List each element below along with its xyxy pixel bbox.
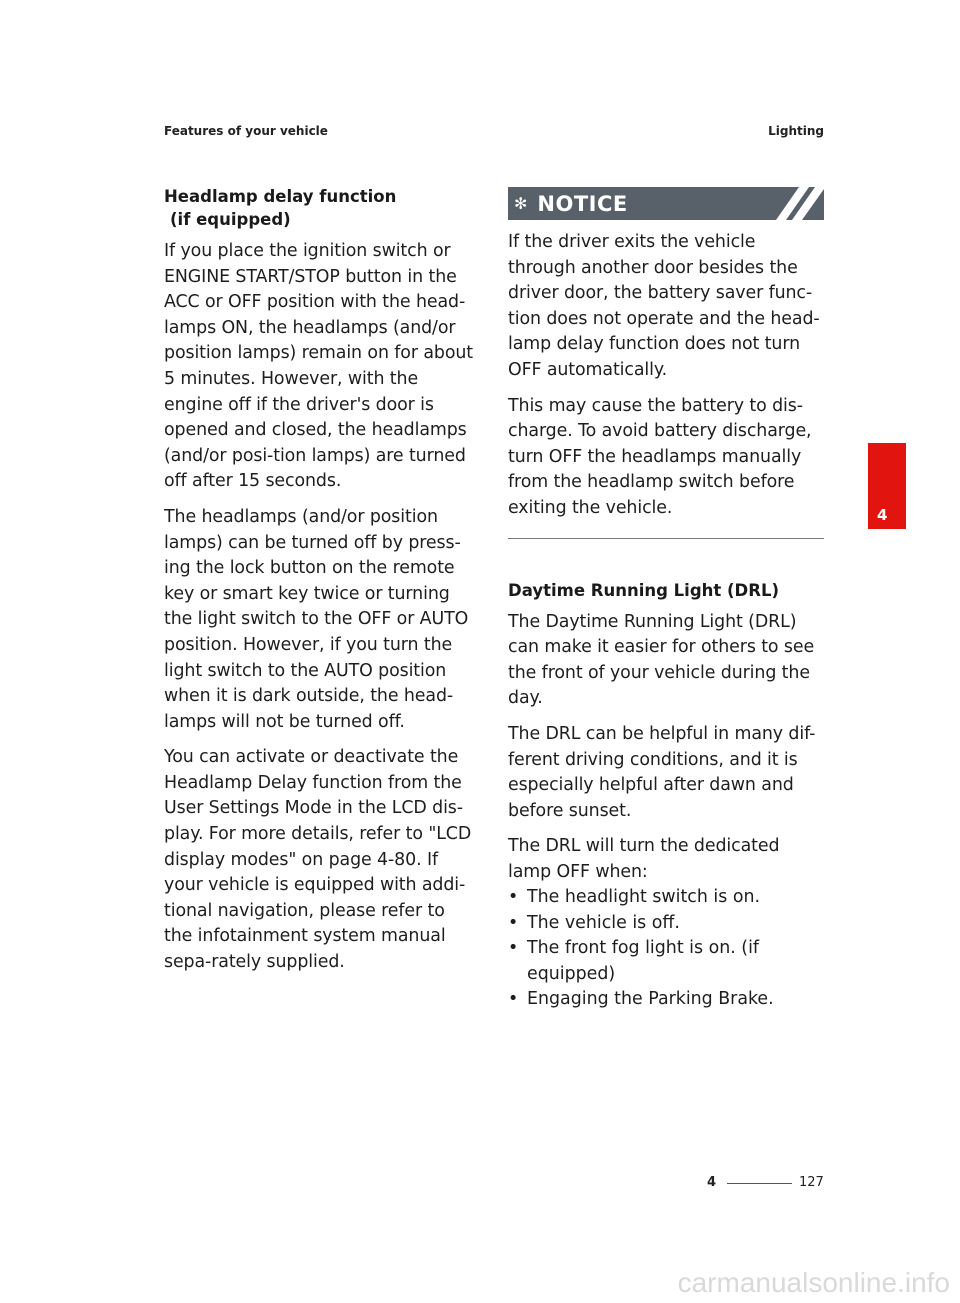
bullet-icon: • [508,989,519,1010]
headlamp-delay-paragraph: The headlamps (and/or position lamps) can be turned off by press-ing the lock button on the remote key or smart key twice or turning the light switch to the OFF or AUTO position. However, if you turn the light switch to the AUTO position when it is dark outside, the head-lamps will not be turned off. [164,506,469,732]
diagonal-stripes-icon [766,187,824,220]
asterisk-icon: ✻ [514,193,528,213]
bullet-icon: • [508,887,519,908]
running-header-section: Features of your vehicle [164,124,328,138]
notice-title: NOTICE [537,191,628,216]
notice-paragraph: This may cause the battery to dis-charge. To avoid battery discharge, turn OFF the headlamps manually from the headlamp switch before exiting the vehicle. [508,395,812,518]
notice-divider [508,538,824,539]
footer-chapter-number: 4 [707,1175,717,1190]
right-column [508,187,824,1013]
headlamp-delay-paragraph: If you place the ignition switch or ENGINE START/STOP button in the ACC or OFF position with the head-lamps ON, the headlamps (and/or position lamps) remain on for about 5 minutes. However, with the engine off if the driver's door is opened and closed, the headlamps (and/or posi-tion lamps) are turned off after 15 seconds. [164,241,474,492]
list-item-text: The vehicle is off. [527,912,680,933]
list-item [508,987,824,1012]
drl-heading: Daytime Running Light (DRL) [508,580,780,600]
footer-divider [727,1183,792,1184]
watermark: carmanualsonline.info [677,1267,950,1298]
headlamp-delay-title: Headlamp delay function [164,187,397,206]
headlamp-delay-heading [164,185,478,231]
footer-page-number: 127 [799,1175,824,1190]
chapter-tab-number: 4 [877,506,888,524]
drl-paragraph: The DRL can be helpful in many dif-ferent driving conditions, and it is especially helpful after dawn and before sunset. [508,723,816,821]
drl-conditions-list [508,885,824,1012]
headlamp-delay-paragraph: You can activate or deactivate the Headlamp Delay function from the User Settings Mode in the LCD dis-play. For more details, refer to "LCD display modes" on page 4-80. If your vehicle is equipped with addi-tional navigation, please refer to the infotainment system manual sepa-rately supplied. [164,747,472,973]
running-header-topic: Lighting [768,124,824,138]
list-item-text: Engaging the Parking Brake. [527,989,774,1010]
list-item [508,936,824,987]
list-item [508,911,824,936]
notice-banner [508,187,824,220]
list-item-text: The front fog light is on. (if equipped) [527,938,760,984]
list-item-text: The headlight switch is on. [527,887,761,908]
bullet-icon: • [508,912,519,933]
left-column [164,185,478,986]
bullet-icon: • [508,938,519,959]
headlamp-delay-qualifier: (if equipped) [170,210,291,229]
notice-paragraph: If the driver exits the vehicle through another door besides the driver door, the battery saver func-tion does not operate and the head-lamp delay function does not turn OFF automatically. [508,232,820,380]
list-item [508,885,824,910]
drl-paragraph: The Daytime Running Light (DRL) can make it easier for others to see the front of your vehicle during the day. [508,611,815,709]
drl-paragraph: The DRL will turn the dedicated lamp OFF when: [508,836,780,882]
